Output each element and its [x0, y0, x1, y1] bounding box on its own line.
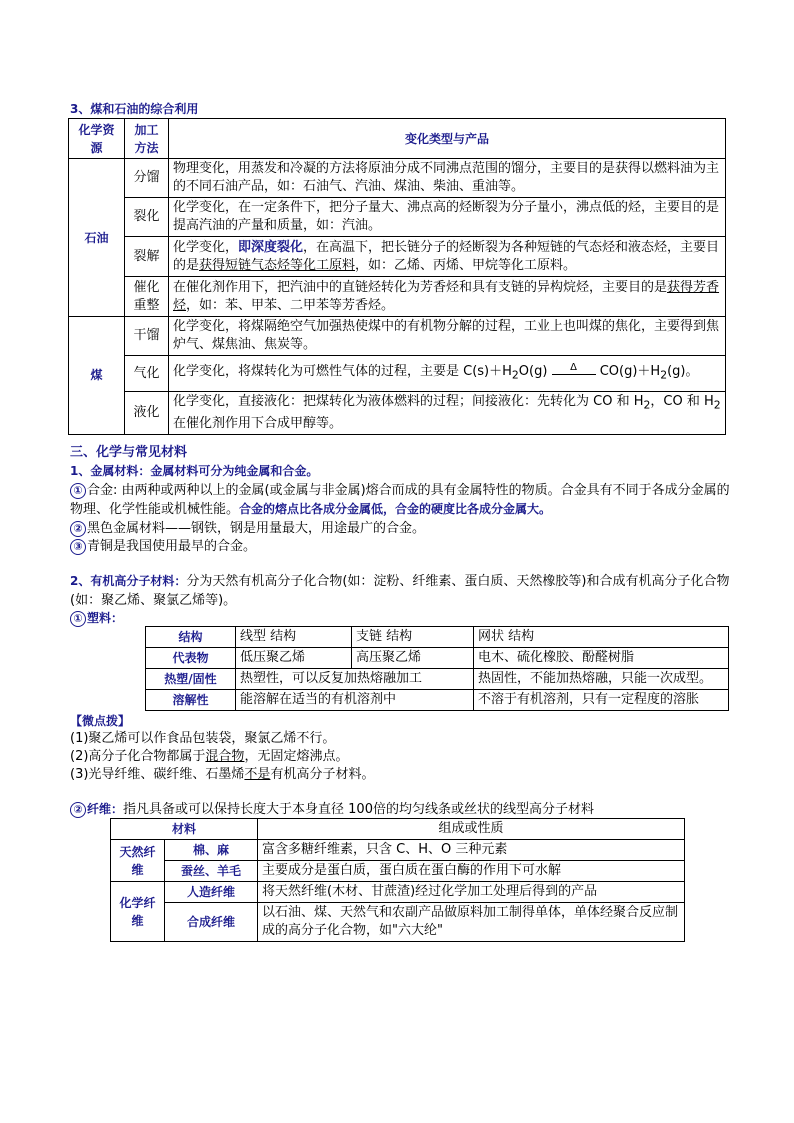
plastic-row-label: 热塑/固性: [146, 669, 236, 690]
bronze-line: ③ 青铜是我国使用最早的合金。: [70, 537, 256, 556]
method-distillation: 干馏: [125, 317, 169, 356]
text-reforming: 在催化剂作用下，把汽油中的直链烃转化为芳香烃和具有支链的异构烷烃，主要目的是获得芳香烃，如：苯、甲苯、二甲苯等芳香烃。: [169, 277, 726, 317]
petroleum-label: 石油: [69, 159, 125, 317]
method-reforming: 催化重整: [125, 277, 169, 317]
plastic-label: ① 塑料：: [70, 609, 123, 628]
natural-fiber-label: 天然纤维: [111, 840, 165, 882]
alloy-paragraph: ① 合金: 由两种或两种以上的金属(或金属与非金属)熔合而成的具有金属特性的物质。合金具有不同于各成分金属的物理、化学性能或机械性能。合金的熔点比各成分金属低，合金的硬度比各成分金属大。: [70, 483, 730, 517]
method-pyrolysis: 裂解: [125, 237, 169, 277]
metal-title: 1、金属材料：金属材料可分为纯金属和合金。: [70, 464, 319, 478]
fiber-desc: 将天然纤维(木材、甘蔗渣)经过化学加工处理后得到的产品: [258, 882, 685, 903]
plastic-header-network: 网状 结构: [474, 627, 729, 648]
text-cracking: 化学变化，在一定条件下，把分子量大、沸点高的烃断裂为分子量小，沸点低的烃，主要目的是提高汽油的产量和质量，如：汽油。: [169, 198, 726, 237]
fiber-header-material: 材料: [111, 819, 258, 840]
coal-petroleum-table: [68, 118, 726, 435]
section-3-title: 3、煤和石油的综合利用: [70, 102, 199, 116]
plastic-header-linear: 线型 结构: [236, 627, 352, 648]
number-3-icon: ③: [70, 539, 86, 555]
plastic-header-structure: 结构: [146, 627, 236, 648]
tip-1: (1)聚乙烯可以作食品包装袋，聚氯乙烯不行。: [70, 731, 336, 746]
method-fractionation: 分馏: [125, 159, 169, 198]
plastic-cell: 热固性，不能加热熔融，只能一次成型。: [474, 669, 729, 690]
plastic-cell: 电木、硫化橡胶、酚醛树脂: [474, 648, 729, 669]
coal-label: 煤: [69, 317, 125, 435]
plastic-cell: 热塑性，可以反复加热熔融加工: [236, 669, 474, 690]
polymer-paragraph: 2、有机高分子材料：分为天然有机高分子化合物(如：淀粉、纤维素、蛋白质、天然橡胶等)和合成有机高分子化合物(如：聚乙烯、聚氯乙烯等)。: [70, 574, 730, 608]
tips-title: 【微点拨】: [70, 714, 131, 728]
tip-3: (3)光导纤维、碳纤维、石墨烯不是有机高分子材料。: [70, 767, 375, 782]
text-liquefaction: 化学变化，直接液化：把煤转化为液体燃料的过程；间接液化：先转化为 CO 和 $H_2$，CO 和 $H_2$ 在催化剂作用下合成甲醇等。: [169, 392, 726, 435]
method-cracking: 裂化: [125, 198, 169, 237]
fiber-header-composition: 组成或性质: [258, 819, 685, 840]
plastic-table: [145, 626, 729, 711]
fiber-type: 棉、麻: [165, 840, 258, 861]
text-pyrolysis: 化学变化，即深度裂化，在高温下，把长链分子的烃断裂为各种短链的气态烃和液态烃，主要目的是获得短链气态烃等化工原料，如：乙烯、丙烯、甲烷等化工原料。: [169, 237, 726, 277]
fiber-paragraph: ② 纤维：指凡具备或可以保持长度大于本身直径 100倍的均匀线条或丝状的线型高分子材料: [70, 800, 730, 819]
text-fractionation: 物理变化，用蒸发和冷凝的方法将原油分成不同沸点范围的馏分，主要目的是获得以燃料油为主的不同石油产品，如：石油气、汽油、煤油、柴油、重油等。: [169, 159, 726, 198]
number-1-icon: ①: [70, 611, 86, 627]
plastic-header-branched: 支链 结构: [352, 627, 474, 648]
black-metal-line: ② 黑色金属材料——钢铁，钢是用量最大，用途最广的合金。: [70, 519, 425, 538]
chemical-fiber-label: 化学纤维: [111, 882, 165, 942]
plastic-cell: 高压聚乙烯: [352, 648, 474, 669]
fiber-desc: 主要成分是蛋白质，蛋白质在蛋白酶的作用下可水解: [258, 861, 685, 882]
fiber-desc: 富含多糖纤维素，只含 C、H、O 三种元素: [258, 840, 685, 861]
header-method: 加工方法: [125, 119, 169, 159]
plastic-row-label: 代表物: [146, 648, 236, 669]
fiber-desc: 以石油、煤、天然气和农副产品做原料加工制得单体，单体经聚合反应制成的高分子化合物，如"六大纶": [258, 903, 685, 942]
number-2-icon: ②: [70, 802, 86, 818]
header-change: 变化类型与产品: [169, 119, 726, 159]
plastic-row-label: 溶解性: [146, 690, 236, 711]
text-gasification: 化学变化，将煤转化为可燃性气体的过程，主要是 $C(s)+H_2O(g)$ Δ $CO(g)+H_2(g)$。: [169, 356, 726, 392]
fiber-type: 人造纤维: [165, 882, 258, 903]
header-resource: 化学资源: [69, 119, 125, 159]
fiber-table: [110, 818, 685, 942]
materials-title: 三、化学与常见材料: [70, 445, 188, 460]
fiber-type: 蚕丝、羊毛: [165, 861, 258, 882]
method-gasification: 气化: [125, 356, 169, 392]
plastic-cell: 不溶于有机溶剂，只有一定程度的溶胀: [474, 690, 729, 711]
number-1-icon: ①: [70, 483, 86, 499]
tip-2: (2)高分子化合物都属于混合物，无固定熔沸点。: [70, 749, 349, 764]
fiber-type: 合成纤维: [165, 903, 258, 942]
plastic-cell: 能溶解在适当的有机溶剂中: [236, 690, 474, 711]
method-liquefaction: 液化: [125, 392, 169, 435]
text-distillation: 化学变化，将煤隔绝空气加强热使煤中的有机物分解的过程，工业上也叫煤的焦化，主要得到焦炉气、煤焦油、焦炭等。: [169, 317, 726, 356]
plastic-cell: 低压聚乙烯: [236, 648, 352, 669]
number-2-icon: ②: [70, 521, 86, 537]
heat-condition-arrow: Δ: [552, 373, 596, 375]
